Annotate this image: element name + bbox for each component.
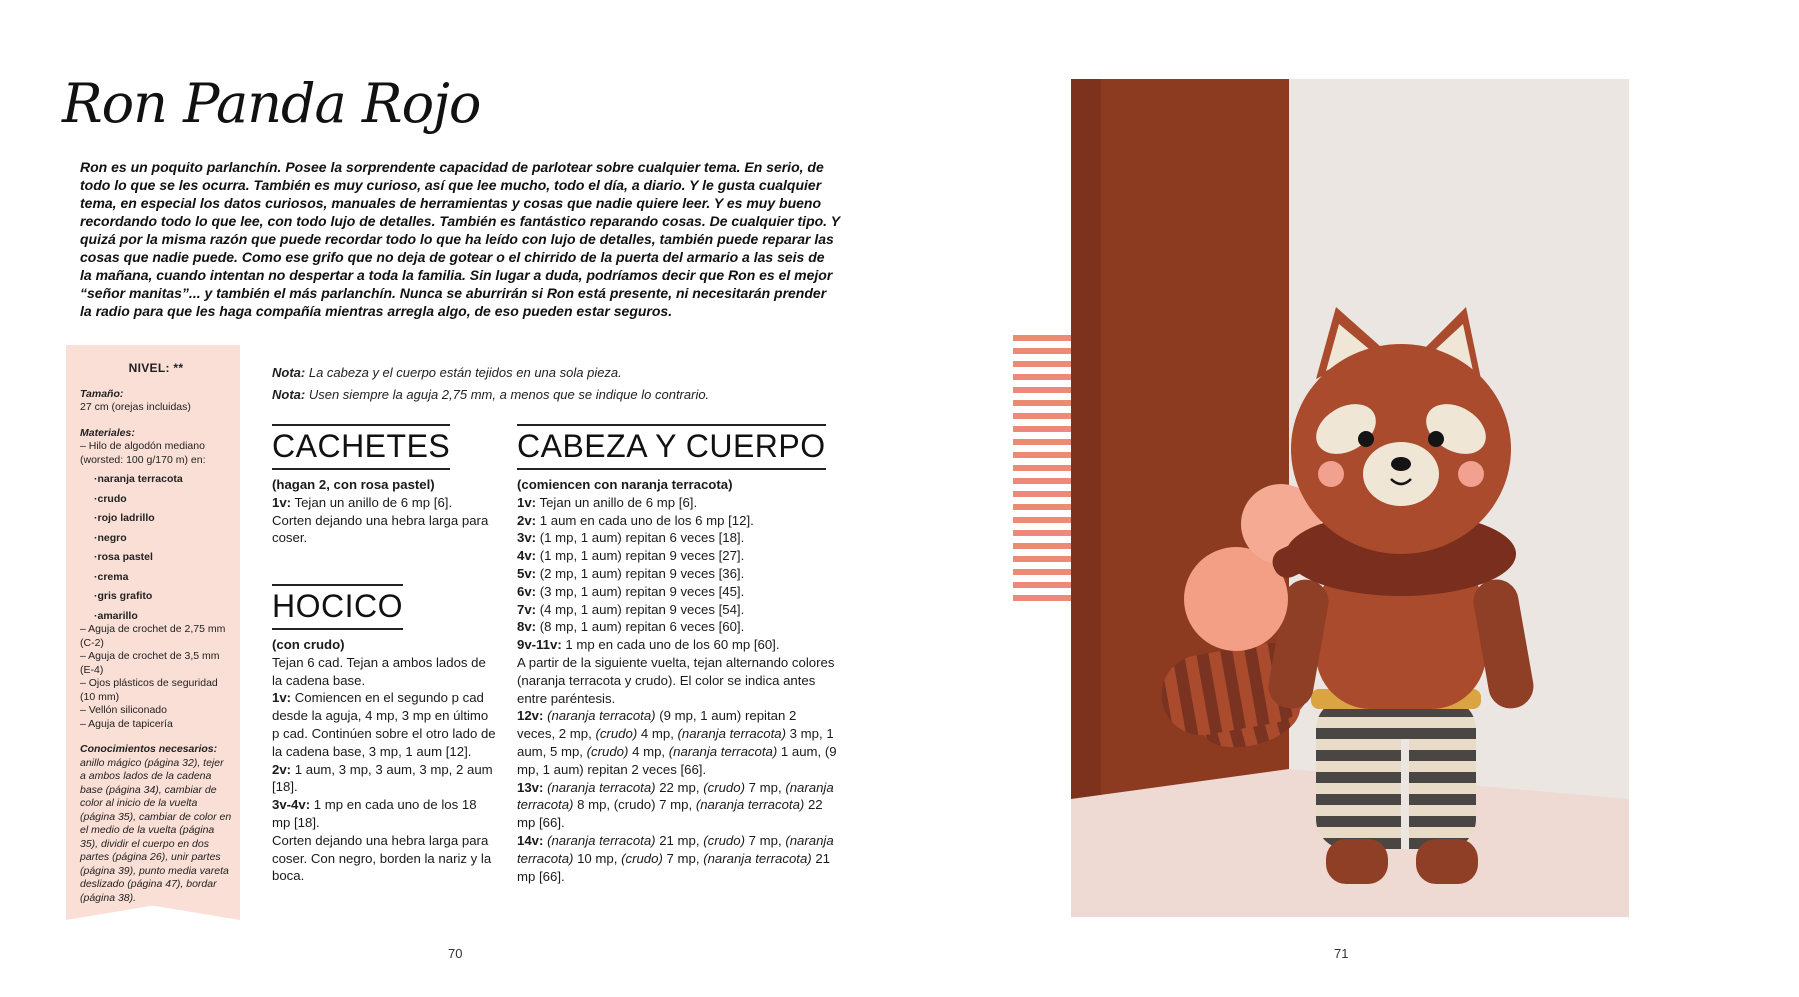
page-title: Ron Panda Rojo: [62, 72, 481, 135]
color-note: (crudo): [621, 850, 663, 866]
round-label: 7v:: [517, 601, 537, 617]
materials-label: Materiales:: [80, 426, 135, 439]
color-note: (naranja terracota): [695, 797, 805, 813]
tool-item: – Aguja de crochet de 2,75 mm (C-2): [80, 623, 226, 649]
materials-sidebar: [80, 362, 232, 917]
left-cheek: [1318, 461, 1344, 487]
left-eye: [1358, 431, 1374, 447]
intro-paragraph: Ron es un poquito parlanchín. Posee la sorprendente capacidad de parlotear sobre cualquier tema. En serio, de todo lo que se les ocurra. También es muy curioso, así que lee mucho, todo el día, a diario. Y le gusta cualquier tema, en especial los datos curiosos, manuales de herramientas y cosas que nadie quiere leer. Y es muy bueno recordando todo lo que lee, con todo lujo de detalles. También es fantástico reparando cosas. De cualquier tipo. Y quizá por la misma razón que puede recordar todo lo que ha leído con lujo de detalles, también puede reparar las cosas que nadie puede. Como ese grifo que no deja de gotear o el chirrido de la puerta del armario a las seis de la mañana, cuando intentan no despertar a toda la familia. Sin lugar a duda, podríamos decir que Ron es el mejor “señor manitas”... y también el más parlanchín. Nunca se aburrirán si Ron está presente, ni necesitarán prender la radio para que les haga compañía mientras arregla algo, de eso pueden estar seguros.: [80, 159, 840, 319]
color-note: (naranja terracota): [547, 779, 656, 795]
cabeza-round-12: [517, 707, 837, 778]
muzzle: [1363, 442, 1439, 506]
size-label: Tamaño:: [80, 387, 124, 400]
cachetes-sub: (hagan 2, con rosa pastel): [272, 477, 435, 492]
difficulty-level: NIVEL: **: [128, 361, 184, 375]
round-text: 1 aum, 3 mp, 3 aum, 3 mp, 2 aum [18].: [272, 761, 493, 795]
color-note: (naranja terracota): [517, 779, 834, 813]
cabeza-sub: (comiencen con naranja terracota): [517, 477, 733, 492]
tool-item: – Vellón siliconado: [80, 704, 167, 716]
note-label: Nota:: [272, 387, 306, 402]
round-label: 9v-11v:: [517, 637, 562, 653]
knowledge-text: anillo mágico (página 32), tejer a ambos lados de la cadena base (página 34), cambiar de color al inicio de la vuelta (página 35), cambiar de color en el medio de la vuelta (página 35), dividir el cuerpo en dos partes (página 26), unir partes (página 39), punto media vareta deslizado (página 47), bordar (página 38).: [80, 756, 232, 904]
cabeza-round: [517, 565, 837, 583]
cabeza-round: [517, 636, 837, 654]
tool-item: – Aguja de crochet de 3,5 mm (E-4): [80, 650, 220, 676]
left-foot: [1326, 839, 1388, 884]
round-text: 1 aum en cada uno de los 6 mp [12].: [539, 512, 754, 528]
round-label: 8v:: [517, 619, 537, 635]
size-block: [80, 388, 232, 415]
materials-list: [80, 440, 232, 731]
color-item: ·crema: [94, 570, 129, 583]
color-item: ·negro: [94, 531, 127, 544]
knowledge-block: [80, 743, 232, 905]
size-value: 27 cm (orejas incluidas): [80, 401, 191, 413]
round-label: 1v:: [272, 494, 292, 510]
cachetes-heading: CACHETES: [272, 424, 450, 470]
panda-photo: [1071, 79, 1629, 917]
color-note: (naranja terracota): [547, 708, 656, 724]
hocico-round-3: [272, 796, 497, 832]
color-note: (crudo): [703, 832, 745, 848]
materials-block: [80, 427, 232, 732]
red-panda-illustration: [1071, 79, 1629, 917]
round-text: (9 mp, 1 aum) repitan 2 veces, 2 mp,: [517, 708, 797, 742]
round-label: 4v:: [517, 548, 537, 564]
color-note: (naranja terracota): [677, 726, 787, 742]
right-cheek: [1458, 461, 1484, 487]
round-text: (1 mp, 1 aum) repitan 9 veces [27].: [539, 548, 745, 564]
cabeza-round-13: [517, 779, 837, 832]
round-text: 22 mp [66].: [517, 797, 823, 831]
cabeza-round: [517, 512, 837, 530]
cabeza-round: [517, 494, 837, 512]
color-item: ·rosa pastel: [94, 551, 153, 563]
round-label: 3v-4v:: [272, 797, 311, 813]
cachetes-round-1: [272, 494, 497, 512]
cabeza-round: [517, 583, 837, 601]
round-label: 3v:: [517, 530, 537, 546]
round-text: (2 mp, 1 aum) repitan 9 veces [36].: [539, 565, 745, 581]
round-text: 4 mp,: [637, 726, 678, 742]
nose: [1391, 457, 1411, 471]
tool-item: – Aguja de tapicería: [80, 717, 173, 730]
round-text: 7 mp,: [745, 779, 786, 795]
round-label: 13v:: [517, 779, 544, 795]
round-text: 7 mp,: [662, 850, 704, 866]
round-text: 7 mp,: [745, 832, 786, 848]
round-label: 14v:: [517, 832, 544, 848]
notes: [272, 362, 872, 406]
round-label: 6v:: [517, 583, 537, 599]
color-note: (naranja terracota): [668, 743, 778, 759]
hocico-round-2: [272, 761, 497, 797]
leg-gap: [1401, 739, 1409, 849]
color-item: ·rojo ladrillo: [94, 512, 155, 524]
striped-pants: [1316, 699, 1476, 849]
cabeza-round: [517, 601, 837, 619]
round-text: 4 mp,: [628, 743, 669, 759]
hocico-round-1: [272, 689, 497, 760]
round-text: 21 mp [66].: [517, 850, 831, 884]
page-number-left: 70: [448, 946, 463, 961]
hocico-start: Tejan 6 cad. Tejan a ambos lados de la cadena base.: [272, 654, 486, 688]
hocico-section: [272, 584, 497, 885]
round-label: 1v:: [272, 690, 292, 706]
round-text: 8 mp, (crudo) 7 mp,: [573, 797, 696, 813]
color-note: (crudo): [586, 743, 629, 759]
color-item: ·gris grafito: [94, 590, 153, 602]
color-note: (naranja terracota): [547, 832, 656, 848]
hocico-end: Corten dejando una hebra larga para coser. Con negro, borden la nariz y la boca.: [272, 832, 492, 884]
round-label: 2v:: [517, 512, 537, 528]
round-text: 1 mp en cada uno de los 18 mp [18].: [272, 797, 477, 830]
round-label: 12v:: [517, 708, 544, 724]
note-text: Usen siempre la aguja 2,75 mm, a menos que se indique lo contrario.: [308, 387, 710, 402]
color-item: ·naranja terracota: [94, 473, 183, 485]
cabeza-round: [517, 547, 837, 565]
cachetes-end: Corten dejando una hebra larga para coser.: [272, 512, 489, 546]
color-item: ·crudo: [94, 492, 127, 505]
cabeza-round: [517, 618, 837, 636]
right-eye: [1428, 431, 1444, 447]
color-item: ·amarillo: [94, 609, 138, 622]
note-text: La cabeza y el cuerpo están tejidos en una sola pieza.: [308, 365, 622, 380]
backdrop-shadow: [1071, 79, 1101, 799]
tool-item: – Ojos plásticos de seguridad (10 mm): [80, 677, 218, 703]
color-note: (naranja terracota): [517, 832, 834, 866]
hocico-heading: HOCICO: [272, 584, 403, 630]
color-note: (crudo): [703, 779, 745, 795]
cabeza-alt-note: A partir de la siguiente vuelta, tejan alternando colores (naranja terracota y crudo). El color se indica antes entre paréntesis.: [517, 654, 835, 706]
cabeza-heading: CABEZA Y CUERPO: [517, 424, 826, 470]
round-text: 1 aum, (9 mp, 1 aum) repitan 2 veces [66].: [517, 743, 837, 777]
cabeza-section: [517, 424, 837, 885]
note-label: Nota:: [272, 365, 306, 380]
round-text: Tejan un anillo de 6 mp [6].: [539, 494, 698, 510]
decorative-stripes: [1013, 335, 1073, 605]
round-label: 2v:: [272, 761, 292, 777]
right-page: [900, 0, 1799, 997]
round-text: 10 mp,: [573, 850, 622, 866]
round-text: 1 mp en cada uno de los 60 mp [60].: [565, 637, 780, 653]
round-text: (3 mp, 1 aum) repitan 9 veces [45].: [539, 583, 745, 599]
round-text: 22 mp,: [655, 779, 704, 795]
round-text: (8 mp, 1 aum) repitan 6 veces [60].: [539, 619, 745, 635]
round-label: 5v:: [517, 565, 537, 581]
round-label: 1v:: [517, 494, 537, 510]
cachetes-section: [272, 424, 497, 547]
round-text: 21 mp,: [655, 832, 704, 848]
knowledge-label: Conocimientos necesarios:: [80, 743, 218, 755]
yarn-item: – Hilo de algodón mediano (worsted: 100 g/170 m) en:: [80, 440, 206, 466]
round-text: (4 mp, 1 aum) repitan 9 veces [54].: [539, 601, 745, 617]
round-text: Tejan un anillo de 6 mp [6].: [294, 494, 453, 510]
note-2: [272, 384, 872, 406]
round-text: Comiencen en el segundo p cad desde la aguja, 4 mp, 3 mp en último p cad. Continúen sobre el otro lado de la cadena base, 3 mp, 1 aum [12].: [272, 690, 496, 759]
hocico-sub: (con crudo): [272, 637, 345, 652]
round-text: (1 mp, 1 aum) repitan 6 veces [18].: [539, 530, 745, 546]
cabeza-round: [517, 529, 837, 547]
cabeza-round-14: [517, 832, 837, 885]
color-note: (naranja terracota): [703, 850, 812, 866]
color-note: (crudo): [595, 726, 638, 742]
page-number-right: 71: [1334, 946, 1349, 961]
note-1: [272, 362, 872, 384]
round-text: 3 mp, 1 aum, 5 mp,: [517, 726, 834, 759]
right-foot: [1416, 839, 1478, 884]
